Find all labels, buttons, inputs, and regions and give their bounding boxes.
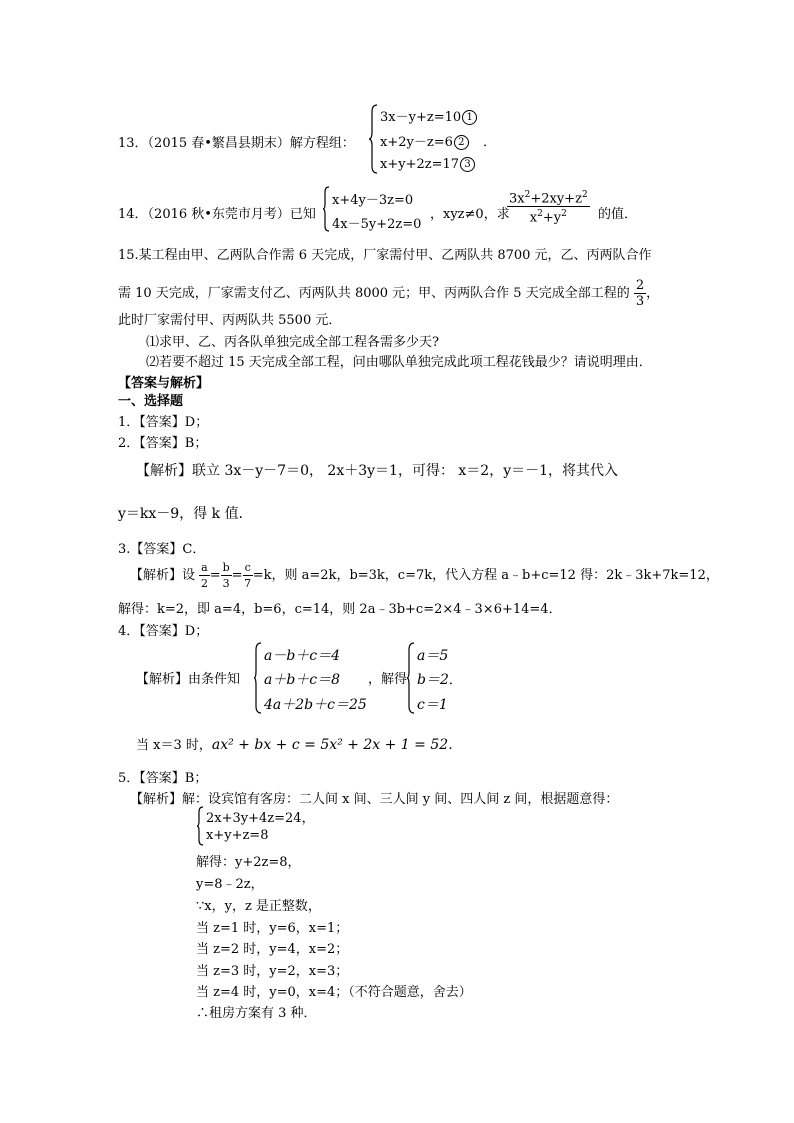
answer-4-res3: c＝1 bbox=[417, 697, 448, 713]
answer-5-step3: ∵x，y，z 是正整数， bbox=[196, 899, 321, 914]
answer-4-mid: ，解得 bbox=[368, 672, 408, 687]
answer-4-eq3: 4a＋2b＋c＝25 bbox=[264, 697, 367, 713]
answer-4-res1: a＝5 bbox=[417, 648, 449, 664]
answer-2: 2．【答案】B； bbox=[118, 436, 208, 451]
answer-4-eq2: a＋b＋c＝8 bbox=[264, 672, 341, 688]
answer-4-res2: b＝2． bbox=[417, 672, 462, 688]
answer-3: 3.【答案】C． bbox=[118, 542, 206, 557]
q14-eq1: x+4y－3z=0 bbox=[332, 193, 414, 208]
answer-5-eq1: 2x+3y+4z=24， bbox=[206, 811, 315, 826]
answer-4-lead: 【解析】由条件知 bbox=[136, 672, 241, 687]
q14-mid: ，xyz≠0，求 bbox=[430, 207, 510, 222]
answer-4-brace-a bbox=[253, 642, 262, 714]
answer-5-step8: ∴租房方案有 3 种． bbox=[196, 1006, 317, 1021]
answer-5-step7: 当 z=4 时，y=0，x=4；（不符合题意，舍去） bbox=[196, 985, 472, 1000]
q13-lead: 13．（2015 春•繁昌县期末）解方程组： bbox=[118, 136, 355, 151]
q15-fraction: $\frac{2}{3}$ bbox=[635, 278, 645, 309]
q14-lead: 14．（2016 秋•东莞市月考）已知 bbox=[118, 207, 316, 222]
q13-eq1: 3x－y+z=10 1 bbox=[380, 106, 477, 125]
circled-3: 3 bbox=[460, 157, 475, 172]
answer-4: 4．【答案】D； bbox=[118, 624, 209, 639]
answer-5-brace bbox=[196, 806, 204, 846]
section-heading: 一、选择题 bbox=[118, 394, 184, 409]
answer-5-step5: 当 z=2 时，y=4，x=2； bbox=[196, 942, 349, 957]
q13-tail: ． bbox=[483, 135, 497, 150]
answer-5-step6: 当 z=3 时，y=2，x=3； bbox=[196, 964, 349, 979]
answer-5-step4: 当 z=1 时，y=6，x=1； bbox=[196, 921, 349, 936]
q15-sub2: ⑵若要不超过 15 天完成全部工程，问由哪队单独完成此项工程花钱最少？请说明理由． bbox=[146, 355, 652, 370]
q15-line3: 此时厂家需付甲、丙两队共 5500 元． bbox=[118, 313, 342, 328]
q15-line2: 需 10 天完成，厂家需支付乙、丙两队共 8000 元；甲、丙两队合作 5 天完成全部工程的 $\frac{2}{3}$ ， bbox=[118, 278, 660, 309]
answer-2-explanation-2: y＝kx－9，得 k 值． bbox=[118, 506, 253, 522]
answer-3-explanation-1: 【解析】设 $\frac{a}{2}$ = $\frac{b}{3}$ = $\frac{c}{7}$ =k，则 a=2k，b=3k，c=7k，代入方程 a﹣b+c=12 得：2k﹣3k+7k=12， bbox=[130, 561, 719, 590]
answer-3-explanation-2: 解得：k=2，即 a=4，b=6，c=14，则 2a﹣3b+c=2×4﹣3×6+14=4． bbox=[118, 602, 562, 617]
q13-eq2: x+2y－z=6 2 ． bbox=[380, 135, 497, 150]
q13-eq3: x+y+2z=17 3 bbox=[380, 157, 475, 172]
answer-4-conclusion: 当 x＝3 时，ax² + bx + c = 5x² + 2x + 1 = 52． bbox=[136, 737, 463, 753]
circled-1: 1 bbox=[462, 110, 477, 125]
circled-2: 2 bbox=[454, 135, 469, 150]
q14-eq2: 4x－5y+2z=0 bbox=[332, 217, 422, 232]
answer-4-brace-b bbox=[406, 642, 415, 714]
q15-sub1: ⑴求甲、乙、丙各队单独完成全部工程各需多少天? bbox=[146, 335, 439, 350]
answer-4-eq1: a－b＋c＝4 bbox=[264, 648, 341, 664]
q14-brace bbox=[322, 186, 330, 232]
answer-5-explanation: 【解析】解：设宾馆有客房：二人间 x 间、三人间 y 间、四人间 z 间，根据题意得： bbox=[130, 792, 619, 807]
answer-5-step2: y=8﹣2z， bbox=[196, 877, 264, 892]
answer-5-step1: 解得：y+2z=8， bbox=[196, 855, 301, 870]
answer-1: 1．【答案】D； bbox=[118, 415, 209, 430]
q14-tail: 的值． bbox=[598, 207, 638, 222]
q14-fraction: $\frac{3x^2+2xy+z^2}{x^2+y^2}$ bbox=[509, 190, 588, 226]
q13-brace bbox=[368, 104, 378, 174]
q15-line1: 15.某工程由甲、乙两队合作需 6 天完成，厂家需付甲、乙两队共 8700 元，乙、丙两队合作 bbox=[118, 248, 652, 263]
answer-2-explanation-1: 【解析】联立 3x－y－7＝0， 2x＋3y＝1，可得： x＝2，y＝－1，将其代入 bbox=[136, 463, 619, 479]
answer-5-eq2: x+y+z=8 bbox=[206, 828, 269, 843]
answers-heading: 【答案与解析】 bbox=[118, 376, 210, 391]
answer-5: 5．【答案】B； bbox=[118, 771, 208, 786]
